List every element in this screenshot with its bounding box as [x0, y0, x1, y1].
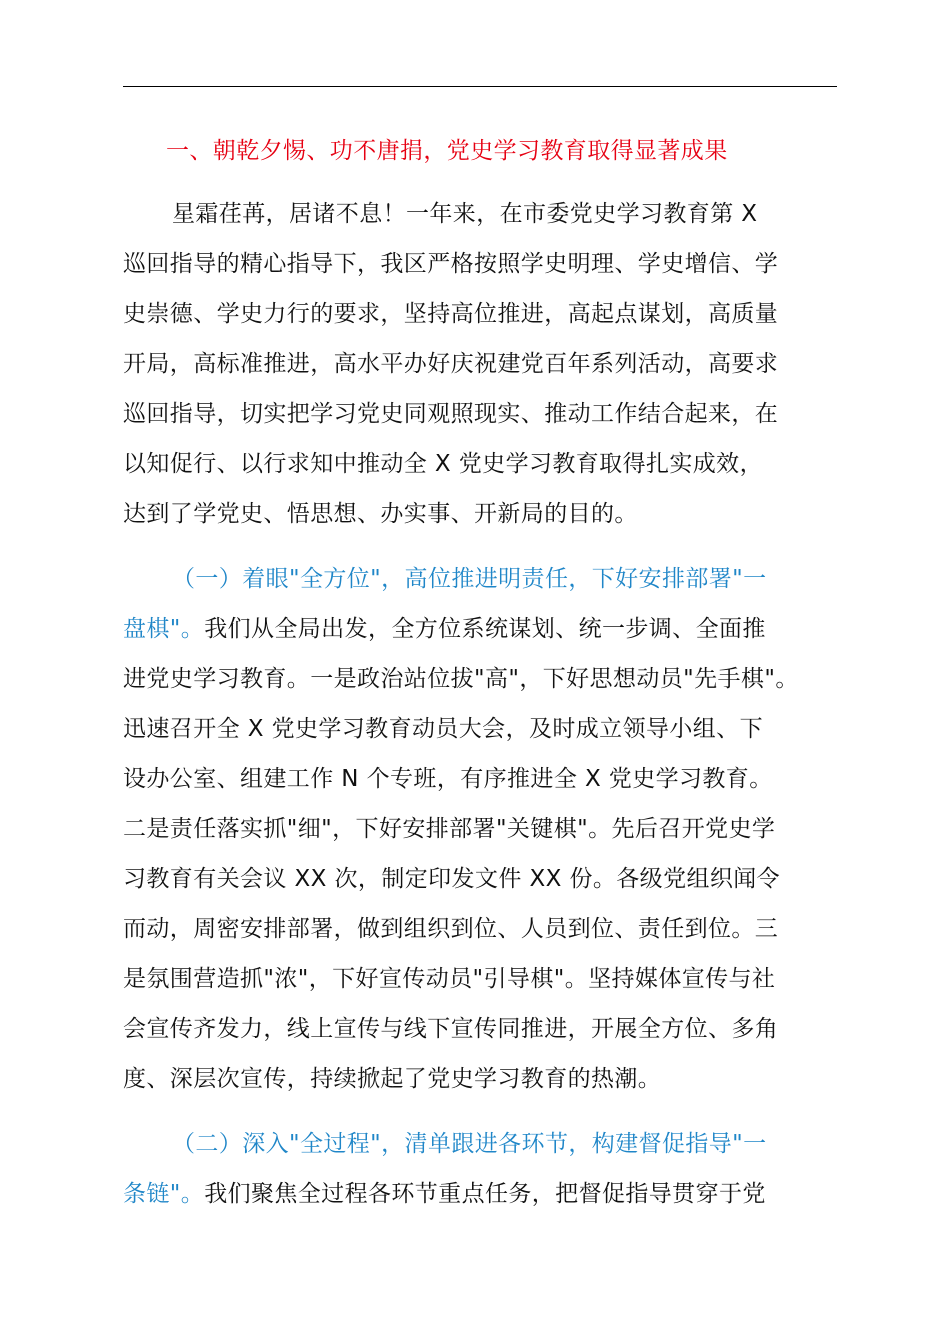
paragraph-line: 开局，高标准推进，高水平办好庆祝建党百年系列活动，高要求	[123, 351, 779, 377]
paragraph-text: 我们从全局出发，全方位系统谋划、统一步调、全面推	[204, 616, 766, 642]
paragraph-line: 而动，周密安排部署，做到组织到位、人员到位、责任到位。三	[123, 916, 779, 942]
subsection-title: （一）着眼"全方位"，高位推进明责任，下好安排部署"一	[172, 566, 767, 592]
paragraph-line: 巡回指导，切实把学习党史同观照现实、推动工作结合起来，在	[123, 401, 779, 427]
paragraph-line: 习教育有关会议 XX 次，制定印发文件 XX 份。各级党组织闻令	[123, 866, 781, 892]
paragraph-line: 以知促行、以行求知中推动全 X 党史学习教育取得扎实成效，	[123, 451, 763, 477]
paragraph-line: 星霜荏苒，居诸不息！一年来，在市委党史学习教育第 X	[172, 201, 758, 227]
paragraph-line	[123, 1179, 843, 1209]
paragraph-line: 迅速召开全 X 党史学习教育动员大会，及时成立领导小组、下	[123, 716, 763, 742]
paragraph-line: 二是责任落实抓"细"，下好安排部署"关键棋"。先后召开党史学	[123, 816, 776, 842]
paragraph-line: 设办公室、组建工作 N 个专班，有序推进全 X 党史学习教育。	[123, 766, 773, 792]
paragraph-line: 达到了学党史、悟思想、办实事、开新局的目的。	[123, 501, 638, 527]
subsection-title-end: 盘棋"。	[123, 616, 205, 642]
subsection-title-end: 条链"。	[123, 1181, 205, 1207]
header-rule	[123, 86, 837, 87]
paragraph-line: 度、深层次宣传，持续掀起了党史学习教育的热潮。	[123, 1066, 662, 1092]
paragraph-line: 史崇德、学史力行的要求，坚持高位推进，高起点谋划，高质量	[123, 301, 779, 327]
paragraph-text: 我们聚焦全过程各环节重点任务，把督促指导贯穿于党	[204, 1181, 766, 1207]
paragraph-line: 巡回指导的精心指导下，我区严格按照学史明理、学史增信、学	[123, 251, 779, 277]
paragraph-line: 是氛围营造抓"浓"，下好宣传动员"引导棋"。坚持媒体宣传与社	[123, 966, 776, 992]
paragraph-line: 会宣传齐发力，线上宣传与线下宣传同推进，开展全方位、多角	[123, 1016, 779, 1042]
section-heading: 一、朝乾夕惕、功不唐捐，党史学习教育取得显著成果	[166, 138, 728, 164]
subsection-title: （二）深入"全过程"，清单跟进各环节，构建督促指导"一	[172, 1131, 767, 1157]
paragraph-line: 进党史学习教育。一是政治站位拔"高"，下好思想动员"先手棋"。	[123, 666, 799, 692]
paragraph-line	[123, 614, 843, 644]
